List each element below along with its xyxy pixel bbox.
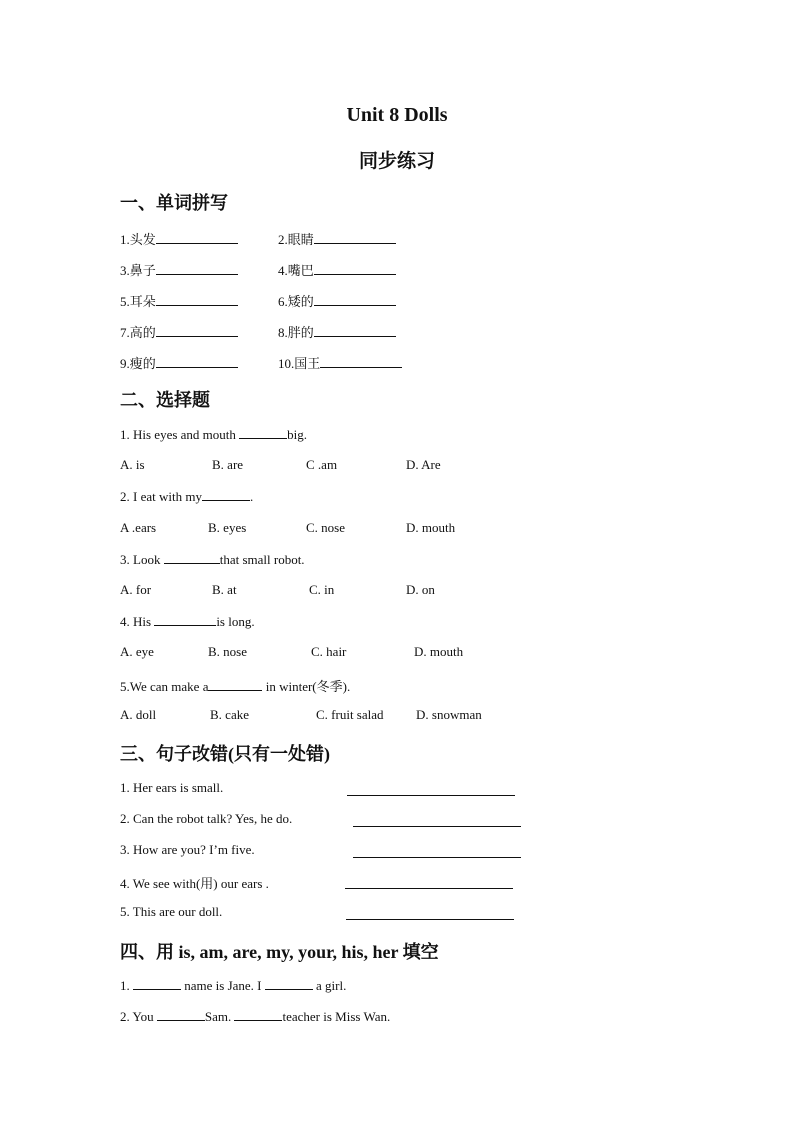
answer-blank[interactable] [320,355,402,368]
option[interactable]: B. cake [210,707,249,722]
error-sentence: 5. This are our doll. [120,904,223,919]
option[interactable]: A .ears [120,520,157,535]
error-sentence: 4. We see with(用) our ears . [120,876,269,891]
page-title: Unit 8 Dolls [346,104,448,126]
section-3-heading: 三、句子改错(只有一处错) [120,744,330,764]
answer-blank[interactable] [239,426,287,439]
answer-blank[interactable] [314,293,396,306]
question-5: 5.We can make a in winter(冬季). [120,679,351,694]
option[interactable]: D. Are [406,457,441,472]
answer-blank[interactable] [202,488,250,501]
vocab-item: 4.嘴巴 [278,260,396,279]
option[interactable]: A. for [120,582,152,597]
option[interactable]: A. eye [120,644,154,659]
fill-question-1: 1. name is Jane. I a girl. [120,978,347,993]
option[interactable]: C. in [309,582,335,597]
fill-question-2: 2. You Sam. teacher is Miss Wan. [120,1009,391,1024]
answer-blank[interactable] [164,551,220,564]
answer-blank[interactable] [265,977,313,990]
option[interactable]: B. are [212,457,244,472]
answer-blank[interactable] [156,231,238,244]
answer-blank[interactable] [156,355,238,368]
error-sentence: 3. How are you? I’m five. [120,842,255,857]
option[interactable]: B. at [212,582,237,597]
answer-blank[interactable] [156,324,238,337]
question-1: 1. His eyes and mouth big. [120,427,308,442]
correction-line[interactable] [346,919,514,920]
answer-blank[interactable] [156,293,238,306]
question-4: 4. His is long. [120,614,255,629]
answer-blank[interactable] [314,231,396,244]
vocab-item: 1.头发 [120,229,238,248]
section-2-heading: 二、选择题 [120,390,210,410]
option[interactable]: C. fruit salad [316,707,384,722]
section-1-heading: 一、单词拼写 [120,193,228,213]
answer-blank[interactable] [314,262,396,275]
answer-blank[interactable] [314,324,396,337]
vocab-item: 3.鼻子 [120,260,238,279]
question-2: 2. I eat with my . [120,489,254,504]
vocab-item: 2.眼睛 [278,229,396,248]
correction-line[interactable] [345,888,513,889]
option[interactable]: C .am [306,457,338,472]
vocab-item: 5.耳朵 [120,291,238,310]
option[interactable]: A. doll [120,707,157,722]
section-4-heading: 四、用 is, am, are, my, your, his, her 填空 [120,942,439,962]
option[interactable]: B. eyes [208,520,247,535]
page-subtitle: 同步练习 [358,151,435,172]
question-3: 3. Look that small robot. [120,552,305,567]
option[interactable]: C. hair [311,644,347,659]
option[interactable]: D. mouth [414,644,464,659]
option[interactable]: D. snowman [416,707,482,722]
correction-line[interactable] [347,795,515,796]
vocab-item: 10.国王 [278,353,402,372]
correction-line[interactable] [353,857,521,858]
vocab-item: 9.瘦的 [120,353,238,372]
error-sentence: 2. Can the robot talk? Yes, he do. [120,811,293,826]
error-sentence: 1. Her ears is small. [120,780,224,795]
vocab-item: 8.胖的 [278,322,396,341]
answer-blank[interactable] [133,977,181,990]
answer-blank[interactable] [208,678,262,691]
option[interactable]: B. nose [208,644,247,659]
answer-blank[interactable] [156,262,238,275]
answer-blank[interactable] [157,1008,205,1021]
option[interactable]: D. on [406,582,435,597]
answer-blank[interactable] [154,613,216,626]
correction-line[interactable] [353,826,521,827]
option[interactable]: A. is [120,457,145,472]
vocab-item: 7.高的 [120,322,238,341]
vocab-item: 6.矮的 [278,291,396,310]
answer-blank[interactable] [234,1008,282,1021]
option[interactable]: D. mouth [406,520,456,535]
option[interactable]: C. nose [306,520,345,535]
